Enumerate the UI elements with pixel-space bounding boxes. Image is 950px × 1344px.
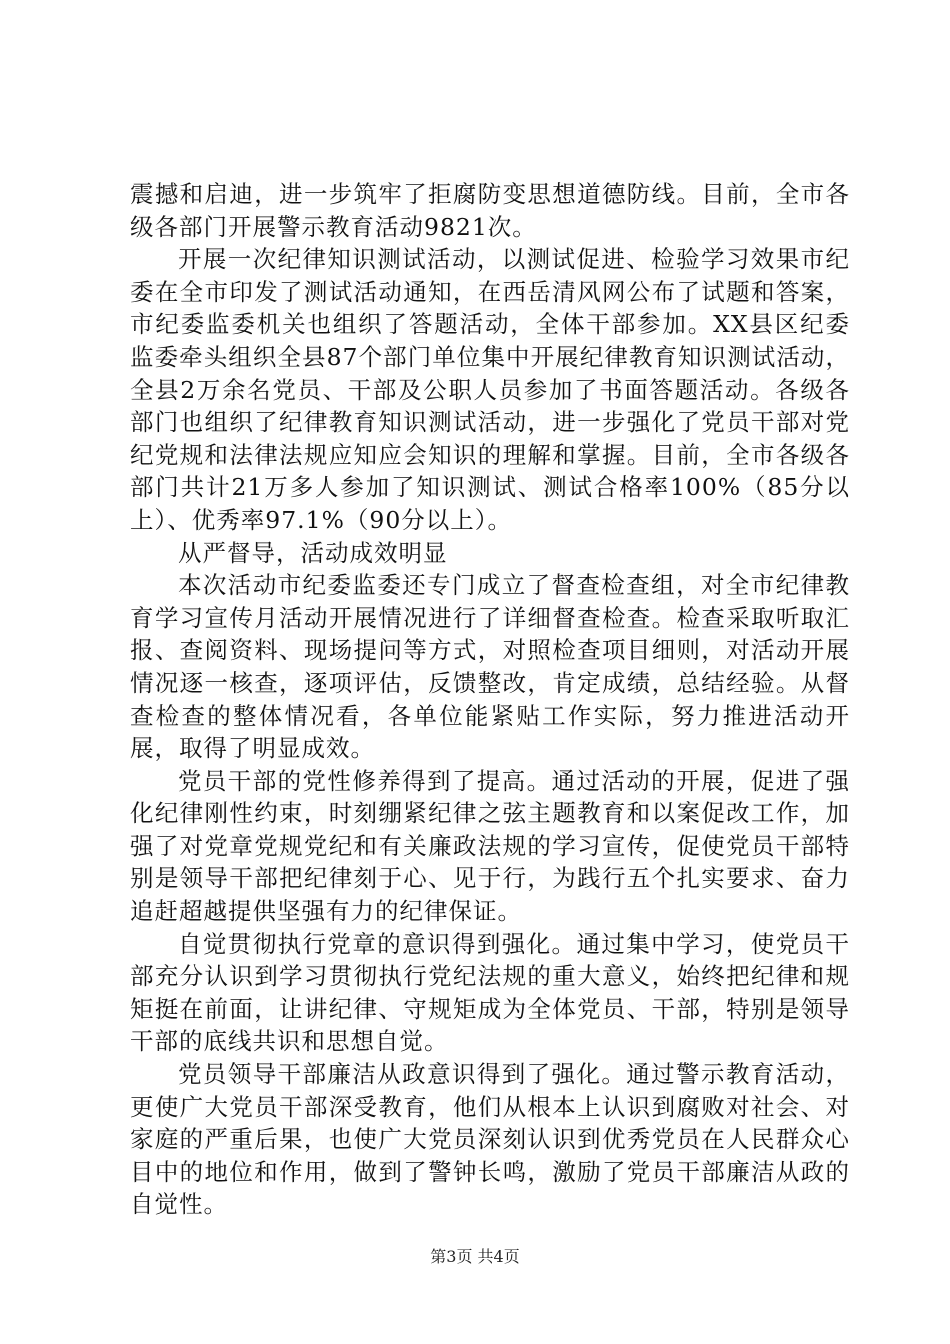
section-heading: 从严督导，活动成效明显 bbox=[178, 538, 448, 567]
paragraph-7: 党员领导干部廉洁从政意识得到了强化。通过警示教育活动，更使广大党员干部深受教育，他们从根本上认识到腐败对社会、对家庭的严重后果，也使广大党员深刻认识到优秀党员在人民群众心目中的地位和作用，做到了警钟长鸣，激励了党员干部廉洁从政的自觉性。 bbox=[130, 1060, 850, 1219]
document-body bbox=[130, 178, 850, 1221]
paragraph-2: 开展一次纪律知识测试活动，以测试促进、检验学习效果市纪委在全市印发了测试活动通知，在西岳清风网公布了试题和答案，市纪委监委机关也组织了答题活动，全体干部参加。XX县区纪委监委牵头组织全县87个部门单位集中开展纪律教育知识测试活动，全县2万余名党员、干部及公职人员参加了书面答题活动。各级各部门也组织了纪律教育知识测试活动，进一步强化了党员干部对党纪党规和法律法规应知应会知识的理解和掌握。目前，全市各级各部门共计21万多人参加了知识测试、测试合格率100%（85分以上）、优秀率97.1%（90分以上）。 bbox=[130, 245, 850, 534]
paragraph-6: 自觉贯彻执行党章的意识得到强化。通过集中学习，使党员干部充分认识到学习贯彻执行党纪法规的重大意义，始终把纪律和规矩挺在前面，让讲纪律、守规矩成为全体党员、干部，特别是领导干部的底线共识和思想自觉。 bbox=[130, 929, 850, 1056]
page-footer: 第3页 共4页 bbox=[430, 1247, 520, 1266]
paragraph-1: 震撼和启迪，进一步筑牢了拒腐防变思想道德防线。目前，全市各级各部门开展警示教育活动9821次。 bbox=[130, 180, 850, 241]
paragraph-4: 本次活动市纪委监委还专门成立了督查检查组，对全市纪律教育学习宣传月活动开展情况进行了详细督查检查。检查采取听取汇报、查阅资料、现场提问等方式，对照检查项目细则，对活动开展情况逐一核查，逐项评估，反馈整改，肯定成绩，总结经验。从督查检查的整体情况看，各单位能紧贴工作实际，努力推进活动开展，取得了明显成效。 bbox=[130, 571, 850, 763]
paragraph-5: 党员干部的党性修养得到了提高。通过活动的开展，促进了强化纪律刚性约束，时刻绷紧纪律之弦主题教育和以案促改工作，加强了对党章党规党纪和有关廉政法规的学习宣传，促使党员干部特别是领导干部把纪律刻于心、见于行，为践行五个扎实要求、奋力追赶超越提供坚强有力的纪律保证。 bbox=[130, 766, 850, 926]
